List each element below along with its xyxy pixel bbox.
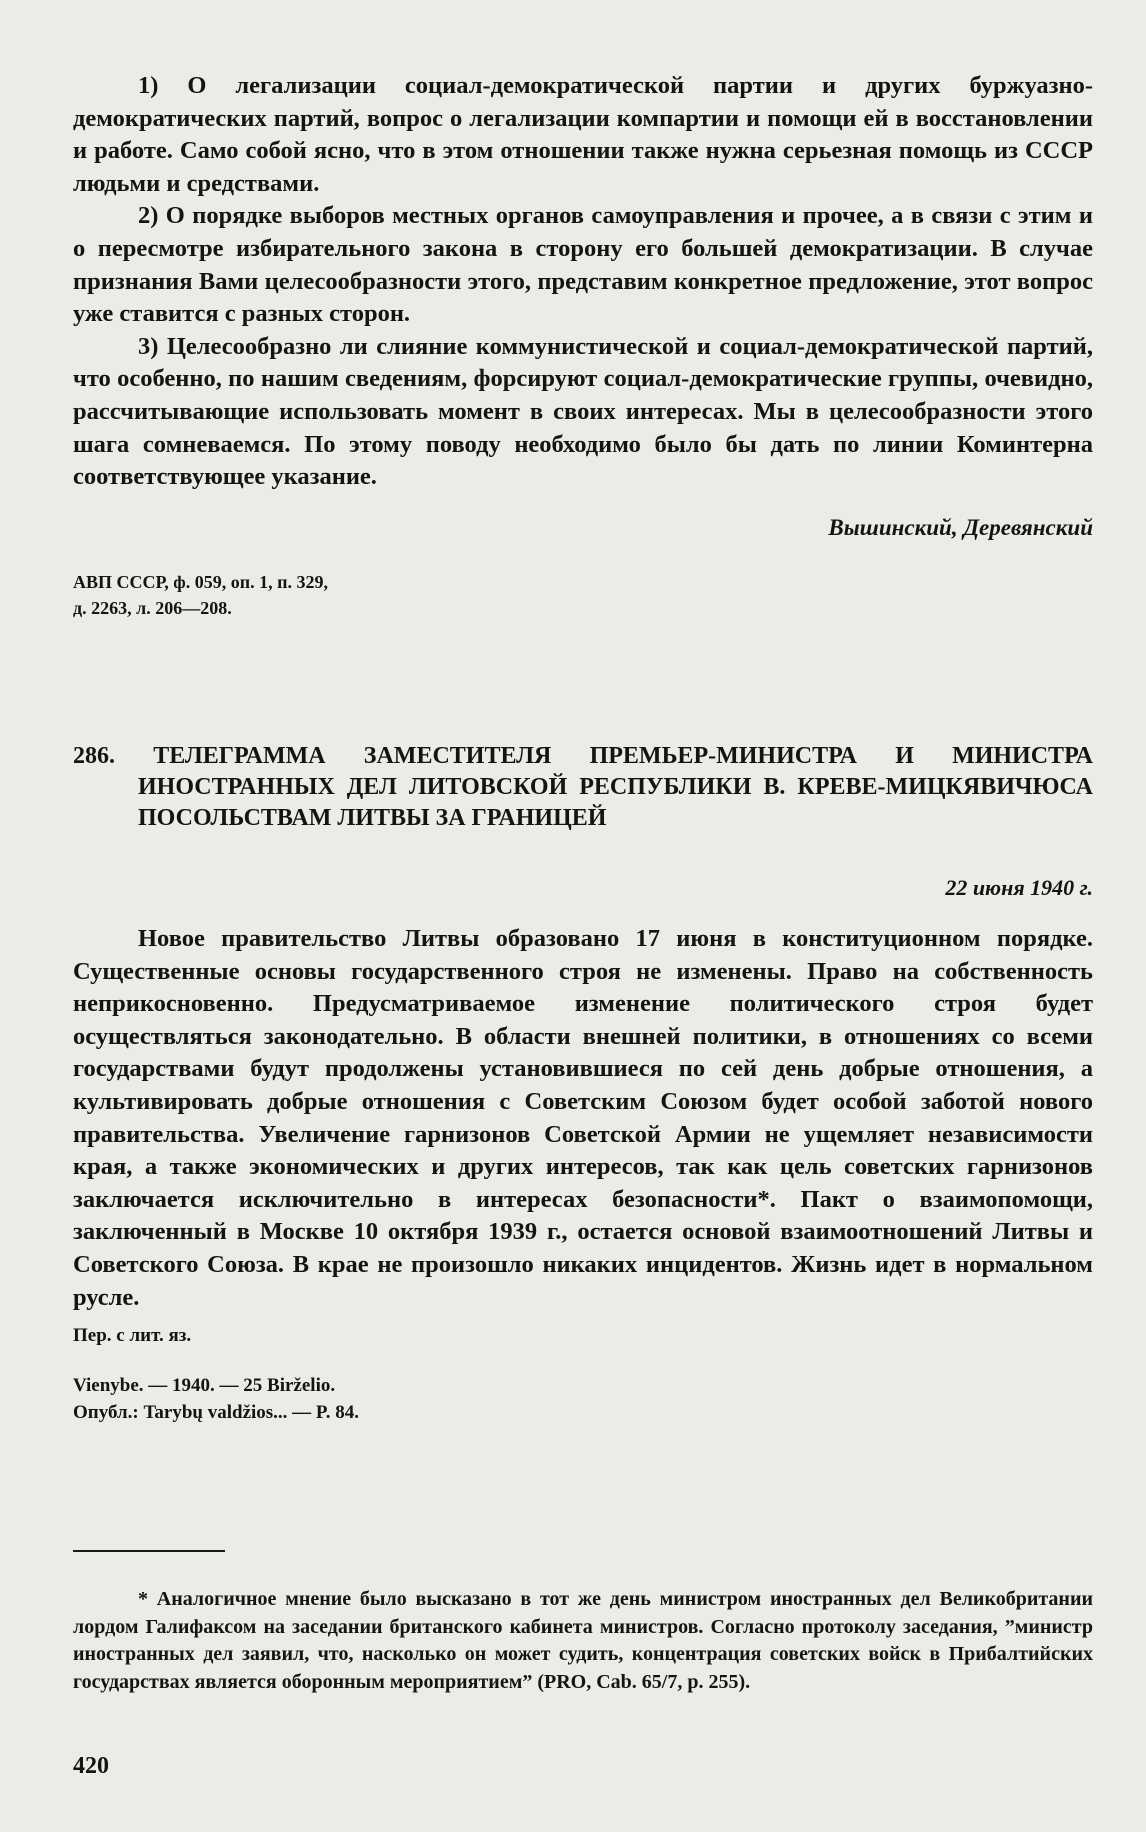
paragraph-2: 2) О порядке выборов местных органов самоуправления и прочее, а в связи с этим и о пересмотре избирательного закона в сторону его большей демократизации. В случае признания Вами целесообразности этого, представим конкретное предложение, этот вопрос уже ставится с разных сторон. <box>73 202 1093 328</box>
footnote-divider <box>73 1550 225 1552</box>
document-body <box>73 923 1093 1314</box>
translation-note-block <box>73 1322 1093 1349</box>
document-heading-block <box>73 741 1093 834</box>
signature: Вышинский, Деревянский <box>828 515 1093 540</box>
paragraph-3: 3) Целесообразно ли слияние коммунистической и социал-демократической партий, что особенно, по нашим сведениям, форсируют социал-демократические группы, очевидно, рассчитывающие использовать момент в своих интересах. Мы в целесообразности этого шага сомневаемся. По этому поводу необходимо было бы дать по линии Коминтерна соответствующее указание. <box>73 332 1093 491</box>
publication-source-line-2: Опубл.: Tarybų valdžios... — P. 84. <box>73 1402 360 1423</box>
publication-source <box>73 1372 1093 1426</box>
footnote-block <box>73 1566 1093 1716</box>
footnote-text: * Аналогичное мнение было высказано в тот же день министром иностранных дел Великобритании лордом Галифаксом на заседании британского кабинета министров. Согласно протоколу заседания, ”министр иностранных дел заявил, что, насколько он может судить, концентрация советских войск в Прибалтийских государствах является оборонным мероприятием” (PRO, Cab. 65/7, p. 255). <box>73 1588 1093 1693</box>
publication-source-line-1: Vienybe. — 1940. — 25 Birželio. <box>73 1375 336 1396</box>
previous-document-continuation <box>73 70 1093 494</box>
document-date-block <box>73 873 1093 903</box>
document-heading: 286. ТЕЛЕГРАММА ЗАМЕСТИТЕЛЯ ПРЕМЬЕР-МИНИСТРА И МИНИСТРА ИНОСТРАННЫХ ДЕЛ ЛИТОВСКОЙ РЕСПУБЛИКИ В. КРЕВЕ-МИЦКЯВИЧЮСА ПОСОЛЬСТВАМ ЛИТВЫ ЗА ГРАНИЦЕЙ <box>73 743 1093 831</box>
document-date: 22 июня 1940 г. <box>945 875 1093 900</box>
archive-source-line-2: д. 2263, л. 206—208. <box>73 598 232 618</box>
page-number: 420 <box>73 1753 109 1779</box>
archive-source-line-1: АВП СССР, ф. 059, оп. 1, п. 329, <box>73 572 328 592</box>
signature-block <box>73 513 1093 543</box>
paragraph-1: 1) О легализации социал-демократической партии и других буржуазно-демократических партий, вопрос о легализации компартии и помощи ей в восстановлении и работе. Само собой ясно, что в этом отношении также нужна серьезная помощь из СССР людьми и средствами. <box>73 72 1093 197</box>
archive-source <box>73 569 1093 621</box>
translation-note: Пер. с лит. яз. <box>73 1325 192 1346</box>
document-body-text: Новое правительство Литвы образовано 17 июня в конституционном порядке. Существенные основы государственного строя не изменены. Право на собственность неприкосновенно. Предусматриваемое изменение политического строя будет осуществляться законодательно. В области внешней политики, в отношениях со всеми государствами будут продолжены установившиеся по сей день добрые отношения, а культивировать добрые отношения с Советским Союзом будет особой заботой нового правительства. Увеличение гарнизонов Советской Армии не ущемляет независимости края, а также экономических и других интересов, так как цель советских гарнизонов заключается исключительно в интересах безопасности*. Пакт о взаимопомощи, заключенный в Москве 10 октября 1939 г., остается основой взаимоотношений Литвы и Советского Союза. В крае не произошло никаких инцидентов. Жизнь идет в нормальном русле. <box>73 925 1093 1311</box>
